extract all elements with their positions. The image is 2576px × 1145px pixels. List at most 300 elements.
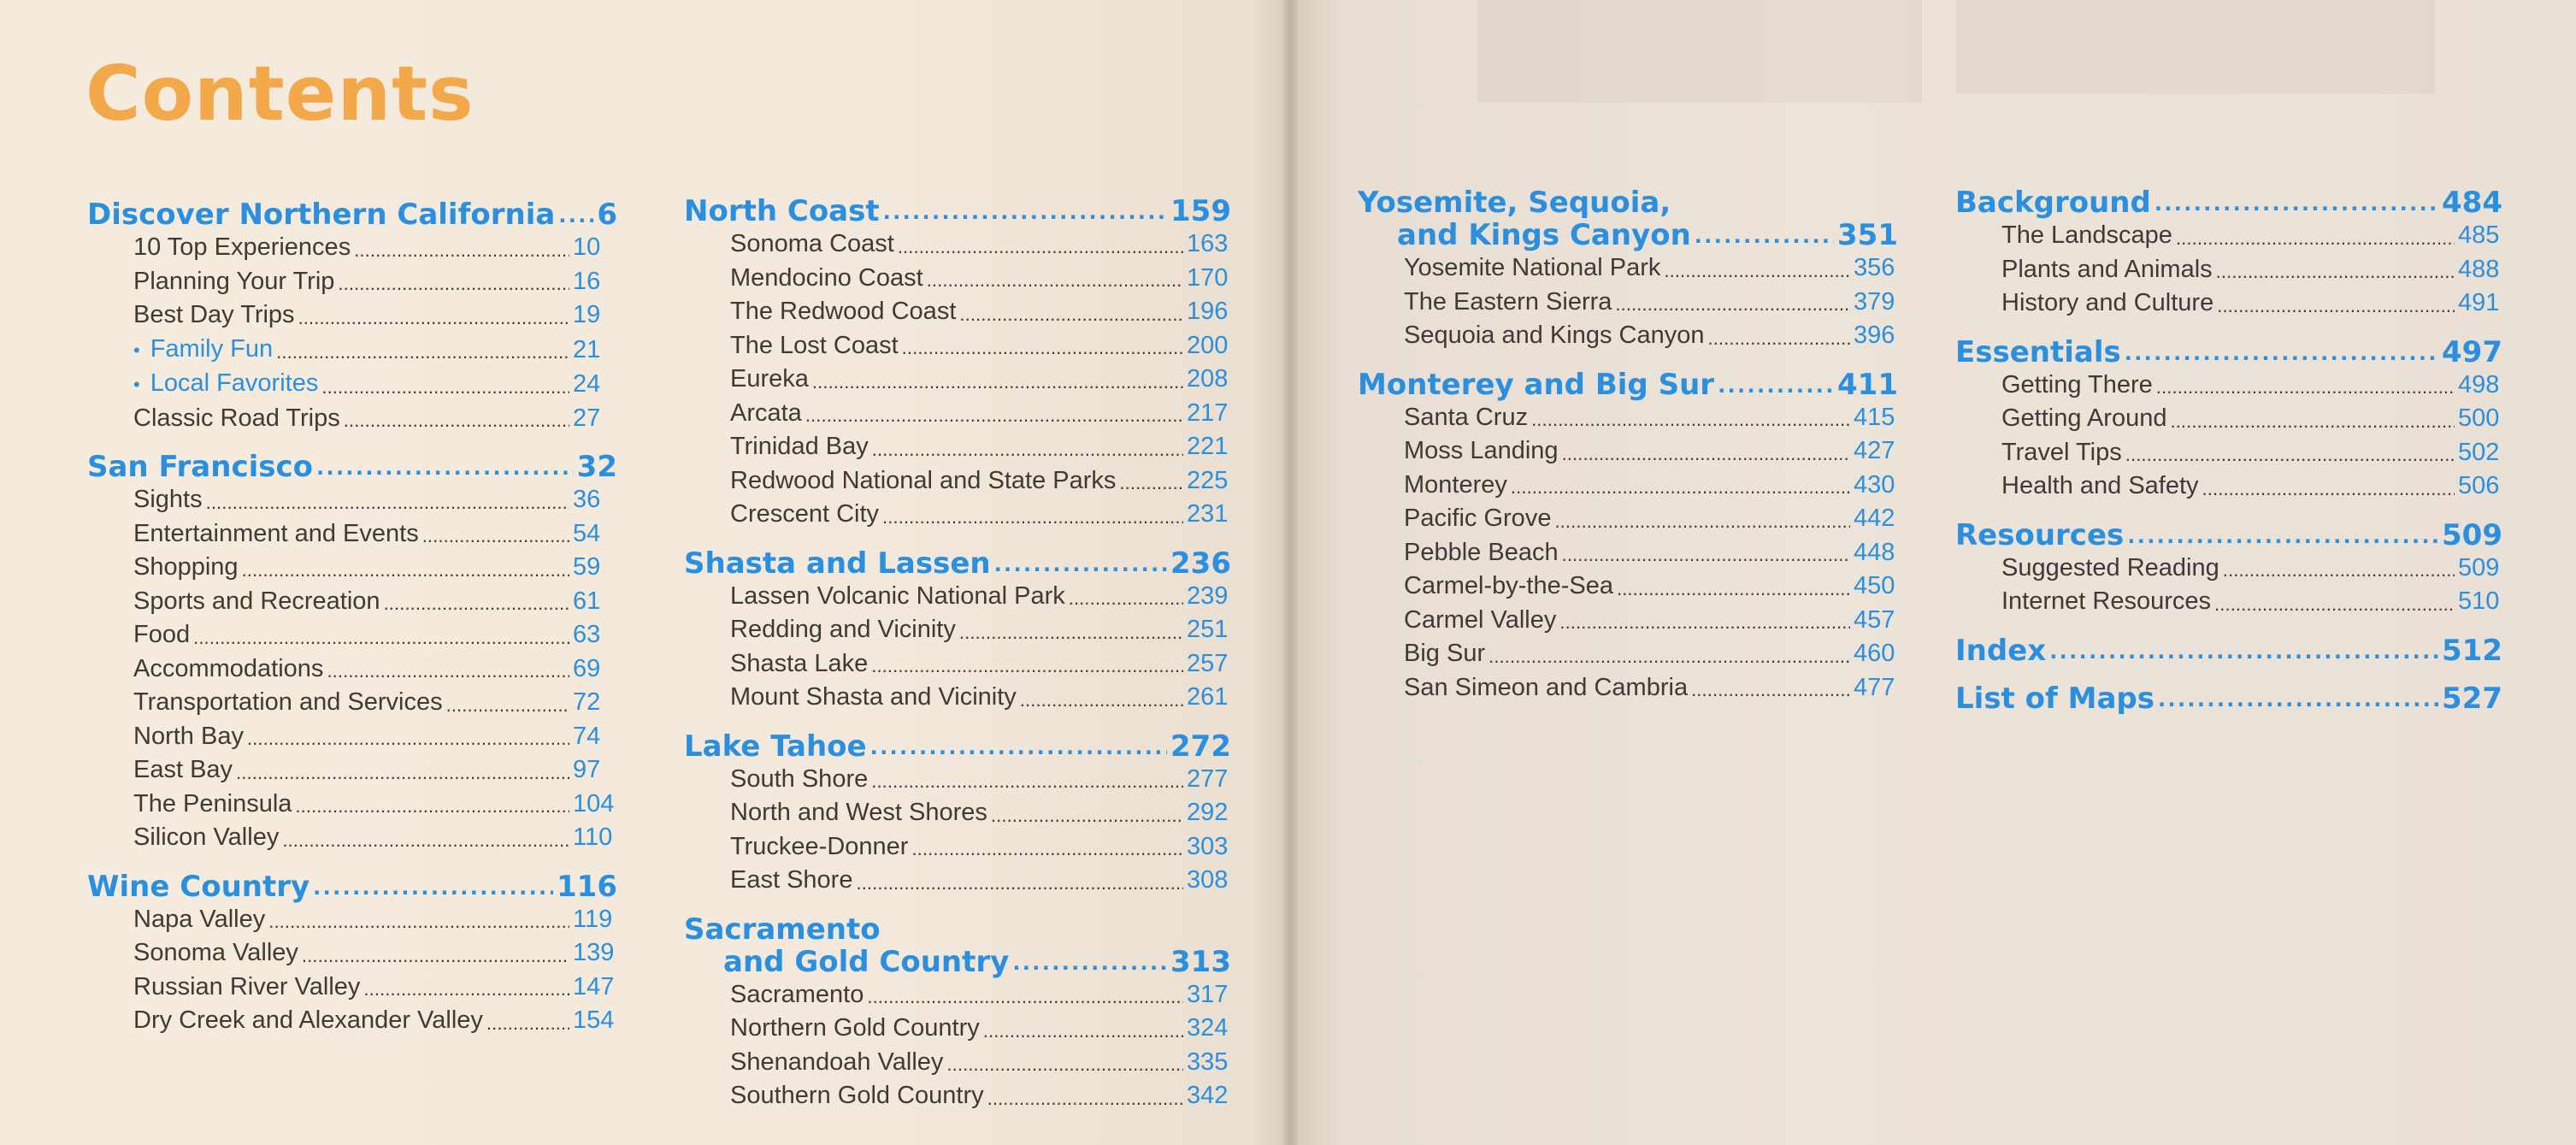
entry-label [133, 231, 351, 265]
toc-entry[interactable] [684, 1079, 1231, 1113]
dot-leader [321, 375, 569, 400]
toc-entry[interactable] [1358, 570, 1898, 604]
entry-label [133, 788, 292, 822]
section-heading[interactable] [1955, 634, 2502, 667]
section-heading[interactable] [87, 198, 617, 231]
toc-entry[interactable] [87, 402, 617, 436]
entry-label [730, 580, 1065, 614]
entry-label-text: Big Sur [1404, 640, 1486, 667]
toc-entry[interactable] [87, 821, 617, 855]
toc-section [684, 195, 1231, 532]
entry-label-text: Yosemite National Park [1404, 254, 1661, 281]
dot-leader [871, 769, 1183, 794]
entry-label-text: North Bay [133, 722, 244, 750]
dot-leader [1562, 441, 1850, 467]
entry-label-text: Crescent City [730, 500, 880, 528]
dot-leader [384, 591, 569, 617]
dot-leader [354, 238, 569, 263]
dot-leader [1707, 326, 1850, 351]
toc-entry[interactable] [87, 652, 617, 687]
entry-label [2001, 369, 2153, 403]
dot-leader [812, 369, 1183, 395]
entry-label-text: Redding and Vicinity [730, 616, 956, 643]
entry-label-text: Russian River Valley [133, 972, 361, 1000]
dot-leader [206, 490, 569, 516]
toc-entry[interactable] [1955, 436, 2502, 470]
dot-leader [898, 234, 1183, 260]
entry-page-number: 231 [1187, 500, 1229, 528]
toc-entry[interactable] [1955, 402, 2502, 436]
entry-label-text: San Simeon and Cambria [1404, 673, 1689, 701]
toc-entry[interactable] [87, 551, 617, 585]
entry-page-number: 335 [1187, 1048, 1229, 1076]
entry-page-number: 303 [1187, 832, 1229, 860]
entry-label [1404, 570, 1613, 604]
entry-page-number: 163 [1187, 230, 1229, 257]
toc-section [87, 198, 617, 435]
entry-page-number: 170 [1187, 263, 1229, 292]
section-title: Wine Country [87, 869, 310, 904]
toc-column-1 [87, 198, 617, 1054]
dot-leader [1664, 258, 1850, 284]
entry-label-text: Pebble Beach [1404, 538, 1559, 566]
section-title: San Francisco [87, 450, 313, 484]
toc-entry[interactable] [684, 397, 1231, 431]
entry-label-text: Southern Gold Country [730, 1082, 984, 1109]
dot-leader [902, 335, 1183, 361]
section-page-number: 313 [1170, 944, 1231, 979]
toc-section [87, 871, 617, 1038]
entry-label-text: Shenandoah Valley [730, 1048, 944, 1076]
section-heading[interactable] [1358, 186, 1898, 251]
entry-label [730, 295, 956, 329]
section-title: Discover Northern California [87, 198, 556, 232]
entry-label-text: History and Culture [2001, 289, 2214, 316]
toc-column-4 [1955, 186, 2502, 730]
entry-label-text: Shopping [133, 553, 239, 581]
entry-page-number: 498 [2458, 370, 2500, 398]
entry-label [133, 551, 239, 585]
entry-label-text: South Shore [730, 764, 869, 793]
toc-section [1955, 186, 2502, 321]
section-heading[interactable] [684, 913, 1231, 978]
entry-label [2001, 585, 2211, 619]
dot-leader [1562, 542, 1850, 568]
entry-page-number: 59 [573, 553, 601, 581]
entry-label [1404, 286, 1612, 320]
entry-label-text: Monterey [1404, 470, 1507, 499]
toc-entry[interactable] [684, 498, 1231, 532]
entry-label [133, 821, 279, 855]
section-title: Index [1955, 633, 2047, 668]
toc-entry[interactable] [87, 720, 617, 754]
entry-label [730, 498, 879, 532]
section-page-number: 272 [1170, 729, 1231, 764]
section-page-number: 512 [2442, 633, 2502, 668]
section-title [684, 913, 1009, 978]
dot-leader [2176, 226, 2455, 251]
toc-entry[interactable] [87, 367, 617, 402]
toc-entry[interactable] [1955, 469, 2502, 504]
entry-label-text: Travel Tips [2001, 438, 2122, 466]
section-page-number: 6 [597, 198, 617, 232]
toc-entry[interactable] [1358, 319, 1898, 353]
entry-label [133, 753, 233, 788]
dot-leader [883, 199, 1167, 225]
entry-label [730, 1079, 984, 1113]
section-page-number: 527 [2442, 681, 2502, 716]
dot-leader [298, 305, 569, 331]
entry-page-number: 448 [1854, 538, 1895, 566]
dot-leader [2125, 442, 2455, 468]
toc-column-3 [1358, 186, 1898, 720]
dot-leader [1119, 470, 1183, 496]
toc-entry[interactable] [684, 864, 1231, 898]
entry-label-text: East Bay [133, 756, 233, 783]
entry-page-number: 477 [1854, 673, 1895, 701]
dot-leader [1559, 610, 1850, 635]
entry-label-text: East Shore [730, 866, 853, 894]
entry-label [133, 720, 244, 754]
entry-label [730, 262, 923, 296]
entry-label [730, 363, 809, 397]
dot-leader [882, 505, 1183, 530]
toc-entry[interactable] [684, 1046, 1231, 1080]
entry-label-text: Classic Road Trips [133, 404, 340, 432]
page-title: Contents [85, 50, 475, 138]
entry-label [730, 1012, 980, 1046]
section-heading[interactable] [1955, 519, 2502, 552]
entry-page-number: 460 [1854, 640, 1895, 667]
dot-leader [1691, 677, 1850, 703]
entry-page-number: 342 [1187, 1082, 1229, 1109]
dot-leader [247, 726, 569, 752]
section-title: Shasta and Lassen [684, 546, 991, 581]
section-title: Monterey and Big Sur [1358, 367, 1715, 402]
toc-section [684, 913, 1231, 1113]
section-title: Resources [1955, 517, 2125, 552]
entry-label-text: Sonoma Coast [730, 230, 894, 257]
entry-page-number: 36 [573, 486, 601, 513]
entry-page-number: 509 [2458, 553, 2500, 581]
entry-label-text: Redwood National and State Parks [730, 466, 1117, 494]
section-heading[interactable] [684, 195, 1231, 227]
section-title-line-1: Yosemite, Sequoia, [1358, 186, 1671, 220]
entry-label [2001, 552, 2219, 586]
entry-page-number: 277 [1187, 764, 1229, 793]
entry-label [1404, 251, 1660, 286]
toc-section [1955, 634, 2502, 667]
entry-label-text: Carmel Valley [1404, 605, 1557, 634]
dot-leader [446, 693, 569, 718]
entry-label [1404, 536, 1559, 570]
dot-leader [2216, 259, 2455, 285]
dot-leader [276, 339, 569, 365]
toc-entry[interactable] [1358, 536, 1898, 570]
toc-entry[interactable] [684, 763, 1231, 797]
entry-label-text: Napa Valley [133, 905, 266, 933]
dot-leader [422, 523, 569, 549]
entry-label-text: Getting Around [2001, 404, 2167, 432]
section-page-number: 484 [2442, 186, 2502, 220]
entry-page-number: 317 [1187, 980, 1229, 1008]
dot-leader [316, 455, 574, 481]
entry-page-number: 72 [573, 688, 601, 716]
entry-page-number: 24 [573, 370, 601, 398]
dot-leader [1069, 586, 1183, 611]
toc-entry[interactable] [1955, 219, 2502, 253]
section-page-number: 351 [1837, 218, 1898, 252]
entry-label [730, 864, 852, 898]
toc-entry[interactable] [684, 464, 1231, 499]
entry-label-text: Getting There [2001, 370, 2153, 398]
entry-label-text: Sacramento [730, 980, 864, 1008]
entry-page-number: 110 [573, 823, 613, 851]
toc-section [1358, 369, 1898, 705]
entry-label-text: 10 Top Experiences [133, 233, 351, 261]
toc-entry[interactable] [87, 788, 617, 822]
entry-label [133, 483, 203, 517]
entry-label [2001, 219, 2172, 253]
dot-leader [558, 203, 593, 228]
dot-leader [1615, 292, 1850, 317]
entry-label [133, 402, 340, 436]
dot-leader [2202, 476, 2455, 502]
toc-entry[interactable] [1358, 671, 1898, 705]
dot-leader [1020, 688, 1183, 713]
dot-leader [193, 625, 569, 651]
section-heading[interactable] [1955, 336, 2502, 369]
entry-label-text: Eureka [730, 365, 809, 392]
section-heading[interactable] [1358, 369, 1898, 401]
entry-label [730, 830, 908, 865]
toc-entry[interactable] [87, 333, 617, 368]
toc-entry[interactable] [87, 265, 617, 299]
section-heading[interactable] [684, 547, 1231, 580]
entry-label-text: Mendocino Coast [730, 263, 923, 292]
toc-entry[interactable] [684, 430, 1231, 464]
toc-entry[interactable] [1955, 552, 2502, 586]
entry-page-number: 119 [573, 905, 613, 933]
entry-label-text: Arcata [730, 398, 802, 427]
entry-label [730, 1046, 943, 1080]
dot-leader [991, 803, 1183, 829]
toc-entry[interactable] [684, 227, 1231, 262]
toc-entry[interactable] [684, 1012, 1231, 1046]
toc-entry[interactable] [87, 686, 617, 720]
toc-entry[interactable] [87, 971, 617, 1005]
entry-label [133, 265, 334, 299]
toc-section [1955, 682, 2502, 715]
entry-label-text: Dry Creek and Alexander Valley [133, 1006, 483, 1034]
entry-label [2001, 469, 2199, 504]
entry-page-number: 488 [2458, 255, 2500, 283]
entry-label [1404, 469, 1507, 503]
dot-leader [1012, 950, 1167, 976]
entry-label [730, 329, 899, 363]
entry-label [730, 647, 868, 682]
section-title: Essentials [1955, 334, 2121, 369]
toc-entry[interactable] [87, 618, 617, 652]
entry-label-text: North and West Shores [730, 799, 987, 826]
entry-page-number: 510 [2458, 587, 2500, 615]
section-title: List of Maps [1955, 681, 2155, 716]
dot-leader [338, 271, 569, 297]
toc-entry[interactable] [1955, 585, 2502, 619]
toc-entry[interactable] [87, 1004, 617, 1038]
toc-entry[interactable] [684, 262, 1231, 296]
entry-label-text: The Lost Coast [730, 331, 899, 359]
toc-column-2 [684, 195, 1231, 1129]
entry-page-number: 208 [1187, 365, 1229, 392]
entry-page-number: 147 [573, 972, 615, 1000]
section-title: North Coast [684, 194, 880, 228]
entry-label [730, 397, 802, 431]
toc-entry[interactable] [1955, 253, 2502, 287]
toc-entry[interactable] [684, 580, 1231, 614]
toc-entry[interactable] [87, 585, 617, 619]
entry-page-number: 491 [2458, 289, 2500, 316]
entry-page-number: 217 [1187, 398, 1229, 427]
toc-entry[interactable] [87, 903, 617, 937]
toc-entry[interactable] [87, 231, 617, 265]
entry-label-text: Food [133, 621, 191, 648]
entry-label-text: Trinidad Bay [730, 433, 869, 460]
dot-leader [1554, 509, 1850, 534]
entry-label [2001, 402, 2166, 436]
section-heading[interactable] [87, 871, 617, 903]
section-page-number: 509 [2442, 517, 2502, 552]
section-title: Background [1955, 186, 2151, 220]
dot-leader [2125, 340, 2438, 366]
entry-label [730, 796, 987, 830]
toc-entry[interactable] [684, 681, 1231, 715]
entry-page-number: 457 [1854, 605, 1895, 634]
dot-leader [295, 794, 569, 819]
toc-entry[interactable] [1358, 401, 1898, 435]
dot-leader [983, 1018, 1183, 1044]
entry-label [1404, 671, 1688, 705]
entry-page-number: 308 [1187, 866, 1229, 894]
dot-leader [959, 620, 1183, 646]
toc-entry[interactable] [1955, 286, 2502, 321]
entry-label-text: Shasta Lake [730, 649, 869, 677]
toc-entry[interactable] [684, 830, 1231, 865]
dot-leader [313, 875, 553, 900]
entry-label-text: Sonoma Valley [133, 939, 298, 966]
entry-label-text: Sequoia and Kings Canyon [1404, 322, 1705, 349]
section-page-number: 159 [1170, 194, 1231, 228]
entry-label-text: Santa Cruz [1404, 403, 1529, 431]
toc-entry[interactable] [684, 329, 1231, 363]
entry-label-text: The Peninsula [133, 789, 292, 817]
entry-label-text: The Landscape [2001, 221, 2172, 249]
entry-page-number: 251 [1187, 616, 1229, 643]
toc-entry[interactable] [87, 753, 617, 788]
toc-entry[interactable] [684, 613, 1231, 647]
entry-label-text: Planning Your Trip [133, 267, 335, 295]
dot-leader [946, 1052, 1183, 1077]
entry-label [730, 763, 868, 797]
entry-label-text: Local Favorites [150, 369, 319, 397]
dot-leader [2170, 409, 2455, 434]
toc-entry[interactable] [1358, 286, 1898, 320]
dot-leader [805, 403, 1183, 428]
entry-label [1404, 604, 1556, 638]
entry-label [1404, 319, 1704, 353]
toc-entry[interactable] [684, 796, 1231, 830]
toc-entry[interactable] [684, 363, 1231, 397]
dot-leader [871, 653, 1183, 679]
entry-label [133, 585, 380, 619]
entry-page-number: 61 [573, 587, 601, 615]
entry-page-number: 239 [1187, 581, 1229, 610]
toc-entry[interactable] [1358, 604, 1898, 638]
dot-leader [1718, 373, 1834, 398]
entry-label [730, 681, 1017, 715]
section-title-line-1: Sacramento [684, 912, 881, 947]
dot-leader [363, 977, 569, 1002]
entry-label [133, 333, 273, 368]
dot-leader [2155, 191, 2438, 216]
entry-page-number: 506 [2458, 472, 2500, 499]
section-heading[interactable] [87, 451, 617, 483]
entry-label [133, 618, 190, 652]
entry-label [133, 936, 298, 971]
toc-entry[interactable] [684, 295, 1231, 329]
section-page-number: 411 [1837, 367, 1898, 402]
section-heading[interactable] [1955, 186, 2502, 219]
entry-page-number: 485 [2458, 221, 2500, 249]
toc-entry[interactable] [1955, 369, 2502, 403]
entry-label [133, 517, 419, 552]
dot-leader [1617, 576, 1850, 602]
toc-entry[interactable] [684, 647, 1231, 682]
entry-label-text: Entertainment and Events [133, 519, 419, 547]
entry-page-number: 21 [573, 335, 601, 363]
dot-leader [2217, 293, 2455, 319]
dot-leader [2214, 592, 2455, 617]
dot-leader [867, 984, 1183, 1010]
entry-page-number: 63 [573, 621, 601, 648]
dot-leader [1488, 644, 1850, 670]
entry-label-text: Plants and Animals [2001, 255, 2213, 283]
toc-entry[interactable] [1358, 434, 1898, 469]
entry-label-text: Moss Landing [1404, 437, 1559, 464]
section-heading[interactable] [684, 730, 1231, 763]
toc-entry[interactable] [1358, 637, 1898, 671]
toc-entry[interactable] [1358, 502, 1898, 536]
entry-label-text: Pacific Grove [1404, 505, 1552, 532]
entry-label [133, 652, 323, 687]
section-title [1358, 186, 1691, 251]
toc-entry[interactable] [1358, 469, 1898, 503]
dot-leader [987, 1086, 1183, 1112]
toc-entry[interactable] [87, 936, 617, 971]
entry-page-number: 442 [1854, 505, 1895, 532]
toc-entry[interactable] [87, 298, 617, 333]
entry-page-number: 74 [573, 722, 601, 750]
section-heading[interactable] [1955, 682, 2502, 715]
toc-entry[interactable] [87, 483, 617, 517]
entry-page-number: 356 [1854, 254, 1895, 281]
entry-page-number: 379 [1854, 287, 1895, 316]
entry-page-number: 415 [1854, 403, 1895, 431]
toc-entry[interactable] [87, 517, 617, 552]
toc-entry[interactable] [1358, 251, 1898, 286]
toc-entry[interactable] [684, 978, 1231, 1012]
entry-page-number: 139 [573, 939, 615, 966]
